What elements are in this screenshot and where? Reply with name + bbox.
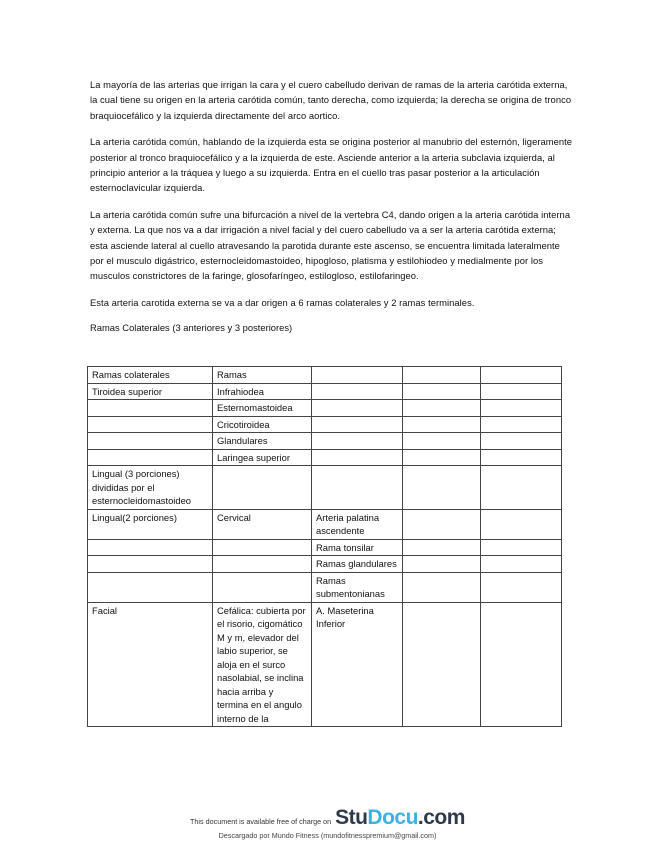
table-row — [88, 572, 562, 602]
table-cell: Tiroidea superior — [88, 383, 213, 400]
table-cell — [481, 556, 562, 573]
table-cell — [88, 539, 213, 556]
table-cell — [403, 466, 481, 510]
table-cell — [481, 602, 562, 727]
table-cell: Ramas — [213, 367, 312, 384]
table-cell — [403, 416, 481, 433]
table-cell: Esternomastoidea — [213, 400, 312, 417]
table-cell — [213, 466, 312, 510]
table-row — [88, 416, 562, 433]
table-cell — [88, 400, 213, 417]
table-cell — [403, 556, 481, 573]
table-cell — [88, 572, 213, 602]
footer-availability — [0, 806, 655, 830]
table-cell: Facial — [88, 602, 213, 727]
table-cell — [88, 433, 213, 450]
paragraph-1: La mayoría de las arterias que irrigan la cara y el cuero cabelludo derivan de ramas de la arteria carótida externa, la cual tiene su origen en la arteria carótida común, tanto derecha, como izquierda; la derecha se origina de tronco braquiocefálico y la izquierda directamente del arco aortico. — [90, 79, 572, 121]
table-cell — [403, 449, 481, 466]
table-row — [88, 367, 562, 384]
table-cell: Glandulares — [213, 433, 312, 450]
table-cell — [481, 572, 562, 602]
table-cell: Ramas colaterales — [88, 367, 213, 384]
table-cell — [213, 539, 312, 556]
table-cell: Lingual (3 porciones) divididas por el esternocleidomastoideo — [88, 466, 213, 510]
table-cell — [312, 449, 403, 466]
download-notice: Descargado por Mundo Fitness (mundofitnesspremium@gmail.com) — [218, 831, 437, 840]
availability-text: This document is available free of charge on — [190, 816, 332, 826]
table-cell — [312, 416, 403, 433]
table-cell — [403, 602, 481, 727]
table-row — [88, 383, 562, 400]
table-cell — [481, 416, 562, 433]
table-cell: Infrahiodea — [213, 383, 312, 400]
collateral-branches-table — [87, 366, 562, 727]
table-cell: Rama tonsilar — [312, 539, 403, 556]
table-cell: Ramas submentonianas — [312, 572, 403, 602]
table-cell — [403, 383, 481, 400]
table-cell — [481, 433, 562, 450]
table-row — [88, 466, 562, 510]
table-cell — [403, 572, 481, 602]
table-cell: A. Maseterina Inferior — [312, 602, 403, 727]
studocu-logo[interactable]: StuDocu.com — [335, 806, 465, 829]
table-cell — [88, 416, 213, 433]
table-cell — [403, 539, 481, 556]
table-cell — [481, 539, 562, 556]
table-cell — [312, 400, 403, 417]
table-caption: Ramas Colaterales (3 anteriores y 3 posteriores) — [90, 322, 293, 334]
paragraph-3: La arteria carótida común sufre una bifurcación a nivel de la vertebra C4, dando origen a la arteria carótida interna y externa. La que nos va a dar irrigación a nivel facial y del cuero cabelludo va a ser la arteria carótida externa; esta asciende lateral al cuello atravesando la parotida durante este ascenso, se encuentra limitada lateralmente por el musculo digástrico, esternocleidomastoideo, hipogloso, platisma y estilohiodeo y medialmente por los musculos constrictores de la faringe, glosofaríngeo, estilogloso, estilofaringeo. — [90, 208, 571, 282]
table-cell: Lingual(2 porciones) — [88, 509, 213, 539]
table-cell — [312, 466, 403, 510]
table-cell — [481, 466, 562, 510]
table-row — [88, 556, 562, 573]
table-cell — [403, 367, 481, 384]
table-row — [88, 433, 562, 450]
table-cell — [88, 556, 213, 573]
paragraph-4: Esta arteria carotida externa se va a dar origen a 6 ramas colaterales y 2 ramas terminales. — [90, 296, 475, 308]
table-cell — [481, 367, 562, 384]
table-cell — [403, 400, 481, 417]
table-cell — [213, 572, 312, 602]
table-cell — [213, 556, 312, 573]
table-cell — [312, 367, 403, 384]
table-cell — [481, 509, 562, 539]
table-cell — [481, 383, 562, 400]
table-row — [88, 539, 562, 556]
document-body — [90, 77, 574, 344]
table-cell — [312, 433, 403, 450]
table-cell — [403, 509, 481, 539]
table-row — [88, 449, 562, 466]
table-row — [88, 509, 562, 539]
table-cell: Cervical — [213, 509, 312, 539]
table-cell — [88, 449, 213, 466]
table-cell: Arteria palatina ascendente — [312, 509, 403, 539]
table-cell — [403, 433, 481, 450]
table-row — [88, 602, 562, 727]
table-row — [88, 400, 562, 417]
table-cell: Cricotiroidea — [213, 416, 312, 433]
table-cell: Ramas glandulares — [312, 556, 403, 573]
table-cell: Cefálica: cubierta por el risorio, cigomático M y m, elevador del labio superior, se aloja en el surco nasolabial, se inclina hacia arriba y termina en el angulo interno de la — [213, 602, 312, 727]
paragraph-2: La arteria carótida común, hablando de la izquierda esta se origina posterior al manubrio del esternón, ligeramente posterior al tronco braquiocefálico y a la izquierda de este. Asciende anterior a la arteria subclavia izquierda, al principio anterior a la tráquea y luego a su izquierda. Entra en el cuello tras pasar posterior a la articulación esternoclavicular izquierda. — [90, 136, 573, 194]
table-cell — [481, 400, 562, 417]
table-cell: Laringea superior — [213, 449, 312, 466]
table-cell — [312, 383, 403, 400]
table-cell — [481, 449, 562, 466]
